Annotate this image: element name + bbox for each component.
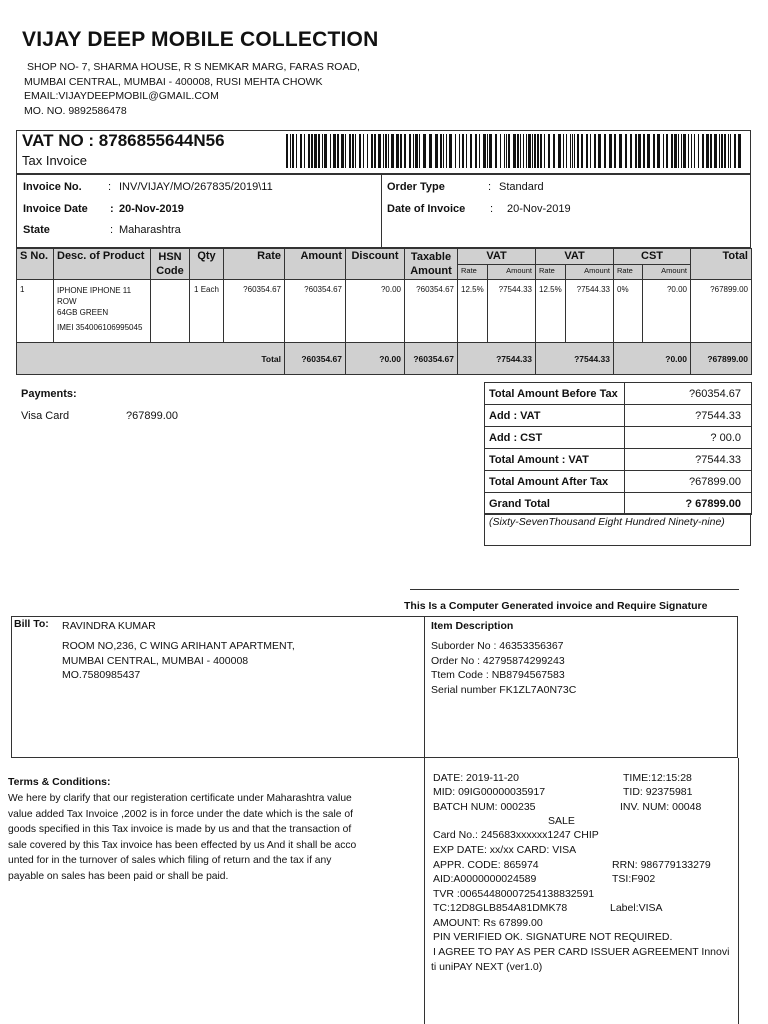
- sub-amount: Amount: [488, 265, 536, 280]
- cell-taxable: ?60354.67: [405, 280, 458, 343]
- barcode-bar: [314, 134, 317, 168]
- barcode-bar: [572, 134, 573, 168]
- summary-value: ?7544.33: [625, 449, 752, 471]
- barcode-bar: [730, 134, 731, 168]
- barcode-bar: [681, 134, 682, 168]
- cell-amount: ?60354.67: [285, 280, 346, 343]
- item-description-title: Item Description: [431, 620, 514, 632]
- cell-rate: ?60354.67: [224, 280, 285, 343]
- summary-label: Total Amount : VAT: [485, 449, 625, 471]
- barcode-bar: [625, 134, 627, 168]
- divider: [738, 758, 739, 1024]
- barcode-bar: [419, 134, 420, 168]
- receipt-tc: TC:12D8GLB854A81DMK78: [433, 902, 568, 914]
- barcode-bar: [322, 134, 323, 168]
- barcode-bar: [341, 134, 344, 168]
- barcode-bar: [544, 134, 545, 168]
- col-discount: Discount: [346, 249, 405, 280]
- barcode-bar: [508, 134, 510, 168]
- barcode-bar: [479, 134, 480, 168]
- terms-title: Terms & Conditions:: [8, 776, 111, 788]
- receipt-tsi: TSI:F902: [612, 873, 656, 885]
- summary-row: [485, 405, 752, 427]
- barcode-bar: [500, 134, 501, 168]
- barcode-bar: [506, 134, 507, 168]
- summary-table: [484, 382, 752, 515]
- barcode-bar: [598, 134, 601, 168]
- barcode-bar: [415, 134, 418, 168]
- barcode-bar: [352, 134, 354, 168]
- barcode-bar: [734, 134, 736, 168]
- barcode-bar: [470, 134, 472, 168]
- totals-amount: ?60354.67: [285, 343, 346, 375]
- col-rate: Rate: [224, 249, 285, 280]
- vat-number: VAT NO : 8786855644N56: [22, 131, 225, 150]
- barcode-bar: [359, 134, 361, 168]
- barcode-bar: [504, 134, 505, 168]
- barcode-bar: [574, 134, 575, 168]
- barcode-bar: [440, 134, 442, 168]
- barcode-bar: [724, 134, 726, 168]
- barcode-bar: [643, 134, 645, 168]
- barcode-bar: [462, 134, 464, 168]
- order-type-value: Standard: [499, 181, 544, 193]
- order-type-label: Order Type: [387, 181, 445, 193]
- barcode-bar: [349, 134, 351, 168]
- summary-label: Add : CST: [485, 427, 625, 449]
- desc-line-1: IPHONE IPHONE 11 ROW: [57, 286, 132, 306]
- item-code: Ttem Code : NB8794567583: [431, 669, 565, 681]
- barcode-bar: [721, 134, 723, 168]
- receipt-pin-note: PIN VERIFIED OK. SIGNATURE NOT REQUIRED.: [433, 931, 673, 943]
- barcode-bar: [483, 134, 486, 168]
- document-title: Tax Invoice: [22, 153, 88, 168]
- barcode-bar: [413, 134, 414, 168]
- receipt-batch: BATCH NUM: 000235: [433, 801, 536, 813]
- barcode-bar: [635, 134, 637, 168]
- barcode-bar: [523, 134, 524, 168]
- cell-vat1-rate: 12.5%: [458, 280, 488, 343]
- bill-to-label: Bill To:: [14, 618, 49, 630]
- barcode-bar: [435, 134, 438, 168]
- terms-text: [8, 791, 356, 884]
- barcode-bar: [520, 134, 521, 168]
- cell-cst-amount: ?0.00: [643, 280, 691, 343]
- receipt-time: TIME:12:15:28: [623, 772, 692, 784]
- barcode-bar: [459, 134, 460, 168]
- col-qty: Qty: [190, 249, 224, 280]
- shop-mobile: MO. NO. 9892586478: [24, 104, 127, 117]
- shop-email: EMAIL:VIJAYDEEPMOBIL@GMAIL.COM: [24, 90, 219, 102]
- barcode-bar: [614, 134, 616, 168]
- barcode-bar: [534, 134, 536, 168]
- cell-hsn: [151, 280, 190, 343]
- barcode-bar: [647, 134, 650, 168]
- barcode-bar: [528, 134, 531, 168]
- barcode-bar: [371, 134, 373, 168]
- summary-value: ? 00.0: [625, 427, 752, 449]
- barcode-bar: [423, 134, 426, 168]
- order-no: Order No : 42795874299243: [431, 655, 565, 667]
- colon: :: [110, 203, 114, 215]
- barcode-bar: [678, 134, 679, 168]
- receipt-tid: TID: 92375981: [623, 786, 693, 798]
- barcode-bar: [683, 134, 686, 168]
- barcode-bar: [300, 134, 302, 168]
- totals-vat2: ?7544.33: [536, 343, 614, 375]
- shop-address: [24, 60, 360, 118]
- receipt-agreement: I AGREE TO PAY AS PER CARD ISSUER AGREEMENT Innovi: [433, 946, 730, 958]
- payment-amount: ?67899.00: [126, 410, 178, 422]
- receipt-exp: EXP DATE: xx/xx CARD: VISA: [433, 844, 577, 856]
- barcode-bar: [466, 134, 467, 168]
- barcode-bar: [526, 134, 527, 168]
- cell-cst-rate: 0%: [614, 280, 643, 343]
- totals-total: ?67899.00: [691, 343, 752, 375]
- summary-value: ?67899.00: [625, 471, 752, 493]
- totals-cst: ?0.00: [614, 343, 691, 375]
- barcode-bar: [404, 134, 406, 168]
- barcode-bar: [475, 134, 477, 168]
- barcode-bar: [674, 134, 677, 168]
- barcode-bar: [594, 134, 596, 168]
- barcode-bar: [446, 134, 447, 168]
- barcode-bar: [738, 134, 741, 168]
- invoice-no-value: INV/VIJAY/MO/267835/2019\11: [119, 181, 273, 193]
- summary-row: [485, 449, 752, 471]
- receipt-tvr: TVR :00654480007254138832591: [433, 888, 595, 900]
- table-row: [17, 280, 752, 343]
- sub-rate: Rate: [536, 265, 566, 280]
- cell-vat2-rate: 12.5%: [536, 280, 566, 343]
- invoice-date-value: 20-Nov-2019: [119, 203, 184, 215]
- summary-row: [485, 493, 752, 515]
- colon: :: [490, 203, 494, 215]
- summary-row: [485, 383, 752, 405]
- barcode-bar: [630, 134, 632, 168]
- barcode-bar: [663, 134, 664, 168]
- payments-title: Payments:: [21, 388, 77, 400]
- receipt-date: DATE: 2019-11-20: [433, 772, 519, 784]
- summary-label: Total Amount Before Tax: [485, 383, 625, 405]
- barcode-bar: [570, 134, 571, 168]
- barcode-bar: [385, 134, 387, 168]
- barcode-bar: [532, 134, 533, 168]
- barcode-bar: [304, 134, 305, 168]
- col-total: Total: [691, 249, 752, 280]
- totals-discount: ?0.00: [346, 343, 405, 375]
- barcode-bar: [296, 134, 297, 168]
- barcode-bar: [400, 134, 402, 168]
- cell-desc: [54, 280, 151, 343]
- barcode-bar: [324, 134, 327, 168]
- barcode-bar: [388, 134, 389, 168]
- desc-line-2: 64GB GREEN: [57, 308, 109, 317]
- barcode-bar: [609, 134, 612, 168]
- terms-line: unted for in the turnover of sales which filing of return and the tax if any: [8, 855, 332, 866]
- barcode-bar: [586, 134, 588, 168]
- colon: :: [108, 181, 112, 193]
- barcode-bar: [540, 134, 542, 168]
- totals-row: [17, 343, 752, 375]
- barcode-bar: [666, 134, 668, 168]
- totals-label: Total: [17, 343, 285, 375]
- terms-line: value added Tax Invoice ,2002 is in force under the date which is the sale of: [8, 808, 353, 820]
- barcode-bar: [495, 134, 497, 168]
- barcode-bar: [604, 134, 606, 168]
- barcode-bar: [577, 134, 579, 168]
- suborder-no: Suborder No : 46353356367: [431, 640, 564, 652]
- barcode-bar: [638, 134, 641, 168]
- receipt-mid: MID: 09IG00000035917: [433, 786, 546, 798]
- barcode-bar: [330, 134, 331, 168]
- barcode-bar: [489, 134, 492, 168]
- barcode-bar: [396, 134, 399, 168]
- barcode-bar: [590, 134, 591, 168]
- terms-line: payable on sales has been paid or shall be paid.: [8, 870, 229, 882]
- summary-row: [485, 471, 752, 493]
- barcode-bar: [337, 134, 339, 168]
- barcode-bar: [558, 134, 561, 168]
- receipt-label: Label:VISA: [610, 902, 663, 914]
- barcode-bar: [657, 134, 660, 168]
- amount-in-words: (Sixty-SevenThousand Eight Hundred Ninety-nine): [484, 513, 751, 546]
- barcode-bar: [443, 134, 444, 168]
- col-cst: CST: [614, 249, 691, 265]
- cell-qty: 1 Each: [190, 280, 224, 343]
- barcode-bar: [537, 134, 539, 168]
- colon: :: [488, 181, 492, 193]
- barcode-bar: [714, 134, 717, 168]
- summary-row: [485, 427, 752, 449]
- receipt-amount: AMOUNT: Rs 67899.00: [433, 917, 543, 929]
- terms-line: We here by clarify that our registeration certificate under Maharashtra value: [8, 793, 352, 804]
- computer-generated-note: This Is a Computer Generated invoice and Require Signature: [404, 600, 708, 612]
- barcode-bar: [409, 134, 411, 168]
- customer-address-2: MUMBAI CENTRAL, MUMBAI - 400008: [62, 655, 249, 667]
- barcode-bar: [318, 134, 320, 168]
- barcode-bar: [581, 134, 583, 168]
- barcode-bar: [355, 134, 356, 168]
- barcode-bar: [286, 134, 288, 168]
- barcode-bar: [367, 134, 368, 168]
- cell-vat1-amount: ?7544.33: [488, 280, 536, 343]
- col-sno: S No.: [17, 249, 54, 280]
- signature-line: [410, 589, 739, 590]
- summary-label: Add : VAT: [485, 405, 625, 427]
- barcode-bar: [619, 134, 622, 168]
- barcode-bar: [563, 134, 564, 168]
- barcode-bar: [691, 134, 692, 168]
- receipt-card-no: Card No.: 245683xxxxxx1247 CHIP: [433, 829, 599, 841]
- serial-number: Serial number FK1ZL7A0N73C: [431, 684, 577, 696]
- barcode-bar: [391, 134, 394, 168]
- colon: :: [110, 224, 114, 236]
- col-amount: Amount: [285, 249, 346, 280]
- items-table: [16, 248, 752, 375]
- barcode-bar: [292, 134, 294, 168]
- receipt-inv-num: INV. NUM: 00048: [620, 801, 702, 813]
- address-line-2: MUMBAI CENTRAL, MUMBAI - 400008, RUSI MEHTA CHOWK: [24, 75, 323, 88]
- terms-line: sale covered by this Tax invoice has been effected by us And it shall be acco: [8, 839, 357, 851]
- date-of-invoice-value: 20-Nov-2019: [507, 203, 571, 215]
- barcode-bar: [694, 134, 695, 168]
- barcode-bar: [449, 134, 452, 168]
- barcode-bar: [728, 134, 729, 168]
- barcode-bar: [378, 134, 381, 168]
- sub-amount: Amount: [566, 265, 614, 280]
- invoice-no-label: Invoice No.: [23, 181, 82, 193]
- receipt-sale: SALE: [548, 815, 575, 827]
- barcode: [286, 134, 744, 168]
- receipt-appr-code: APPR. CODE: 865974: [433, 859, 539, 871]
- barcode-bar: [688, 134, 689, 168]
- barcode-bar: [333, 134, 336, 168]
- barcode-bar: [487, 134, 488, 168]
- barcode-bar: [374, 134, 376, 168]
- barcode-bar: [671, 134, 673, 168]
- customer-name: RAVINDRA KUMAR: [62, 620, 156, 632]
- invoice-date-label: Invoice Date: [23, 203, 88, 215]
- cell-sno: 1: [17, 280, 54, 343]
- barcode-bar: [383, 134, 384, 168]
- summary-value: ?7544.33: [625, 405, 752, 427]
- cell-vat2-amount: ?7544.33: [566, 280, 614, 343]
- barcode-bar: [455, 134, 456, 168]
- barcode-bar: [548, 134, 550, 168]
- summary-label: Total Amount After Tax: [485, 471, 625, 493]
- desc-imei: IMEI 354006106995045: [57, 323, 143, 332]
- barcode-bar: [702, 134, 704, 168]
- totals-vat1: ?7544.33: [458, 343, 536, 375]
- barcode-bar: [566, 134, 567, 168]
- divider: [381, 174, 382, 248]
- barcode-bar: [345, 134, 346, 168]
- divider: [424, 616, 425, 758]
- summary-label: Grand Total: [485, 493, 625, 515]
- col-taxable: Taxable Amount: [405, 249, 458, 280]
- shop-name: VIJAY DEEP MOBILE COLLECTION: [22, 28, 379, 51]
- barcode-bar: [429, 134, 432, 168]
- customer-address-1: ROOM NO,236, C WING ARIHANT APARTMENT,: [62, 640, 295, 652]
- barcode-bar: [653, 134, 655, 168]
- barcode-bar: [553, 134, 555, 168]
- address-line-1: SHOP NO- 7, SHARMA HOUSE, R S NEMKAR MARG, FARAS ROAD,: [27, 61, 360, 73]
- barcode-bar: [308, 134, 310, 168]
- cell-total: ?67899.00: [691, 280, 752, 343]
- receipt-rrn: RRN: 986779133279: [612, 859, 711, 871]
- barcode-bar: [363, 134, 364, 168]
- barcode-bar: [513, 134, 516, 168]
- barcode-bar: [710, 134, 712, 168]
- col-hsn: HSN Code: [151, 249, 190, 280]
- terms-line: goods specified in this Tax invoice is made by us and that the transaction of: [8, 824, 352, 835]
- customer-mobile: MO.7580985437: [62, 669, 141, 681]
- sub-rate: Rate: [614, 265, 643, 280]
- totals-taxable: ?60354.67: [405, 343, 458, 375]
- sub-amount: Amount: [643, 265, 691, 280]
- barcode-bar: [706, 134, 709, 168]
- barcode-bar: [290, 134, 291, 168]
- summary-value: ?60354.67: [625, 383, 752, 405]
- date-of-invoice-label: Date of Invoice: [387, 203, 466, 215]
- barcode-bar: [719, 134, 720, 168]
- col-vat-1: VAT: [458, 249, 536, 265]
- receipt-aid: AID:A0000000024589: [433, 873, 537, 885]
- receipt-agreement-cont: ti uniPAY NEXT (ver1.0): [431, 961, 543, 973]
- col-desc: Desc. of Product: [54, 249, 151, 280]
- barcode-bar: [311, 134, 313, 168]
- sub-rate: Rate: [458, 265, 488, 280]
- state-label: State: [23, 224, 50, 236]
- payment-method: Visa Card: [21, 410, 70, 422]
- barcode-bar: [698, 134, 699, 168]
- grand-total-value: ? 67899.00: [625, 493, 752, 515]
- col-vat-2: VAT: [536, 249, 614, 265]
- cell-discount: ?0.00: [346, 280, 405, 343]
- state-value: Maharashtra: [119, 224, 181, 236]
- divider: [424, 758, 425, 1024]
- bill-to-box: [11, 616, 738, 758]
- barcode-bar: [517, 134, 519, 168]
